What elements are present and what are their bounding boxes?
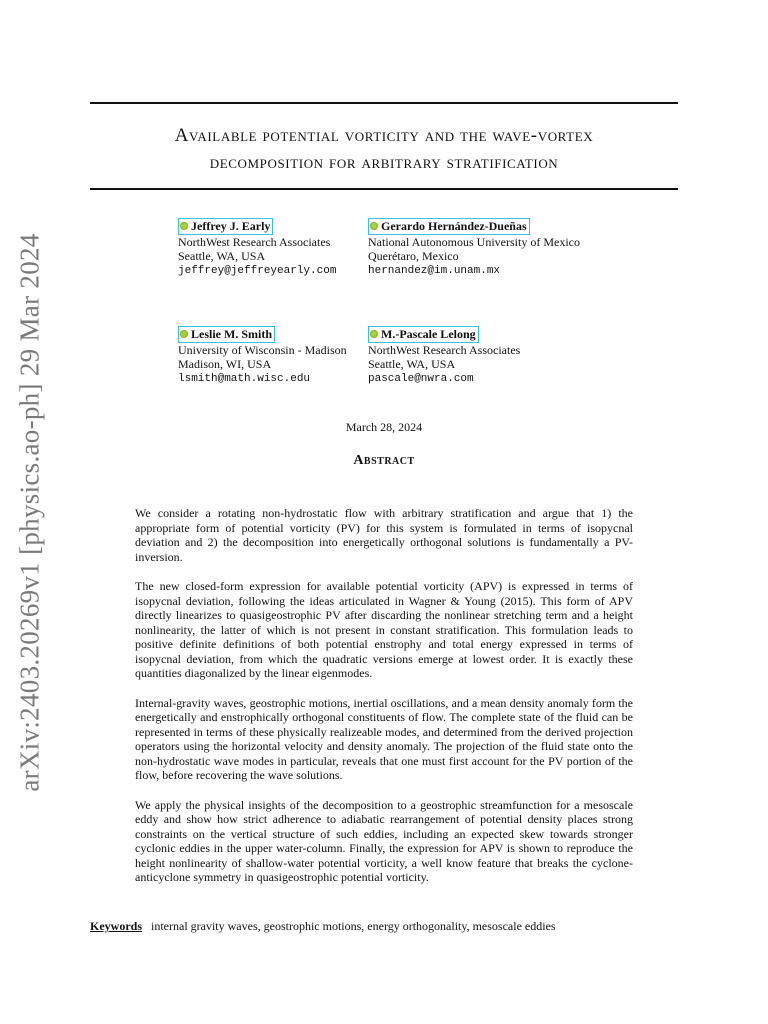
abstract-heading: Abstract [353, 453, 415, 468]
author-name: Gerardo Hernández-Dueñas [381, 219, 527, 233]
arxiv-stamp [10, 233, 50, 792]
abstract-paragraph: We apply the physical insights of the decomposition to a geostrophic streamfunction for a mesoscale eddy and show how strict adherence to adiabatic rearrangement of potential density places strong constraints on the vertical structure of such eddies, including an expected skew towards stronger cyclonic eddies in the upper water-column. Finally, the expression for APV is shown to reproduce the height nonlinearity of shallow-water potential vorticity, a well know feature that breaks the cyclone-anticyclone symmetry in quasigeostrophic potential vorticity. [135, 797, 633, 884]
author-affiliation: National Autonomous University of Mexico [368, 234, 580, 249]
title-line-2: decomposition for arbitrary stratification [209, 152, 559, 173]
author-email[interactable]: lsmith@math.wisc.edu [178, 372, 311, 385]
author-block [178, 218, 336, 278]
orcid-icon[interactable] [370, 222, 378, 230]
keywords-label: Keywords [90, 919, 142, 933]
author-location: Seattle, WA, USA [178, 249, 266, 263]
author-name: M.-Pascale Lelong [381, 327, 476, 341]
author-name-link[interactable] [178, 218, 273, 235]
author-email[interactable]: jeffrey@jeffreyearly.com [178, 264, 337, 277]
author-location: Seattle, WA, USA [368, 357, 456, 371]
author-name-link[interactable] [368, 218, 530, 235]
orcid-icon[interactable] [180, 222, 188, 230]
author-block [368, 326, 520, 386]
orcid-icon[interactable] [370, 330, 378, 338]
title-rule-bottom [90, 188, 678, 190]
abstract-paragraph: Internal-gravity waves, geostrophic motions, inertial oscillations, and a mean density anomaly form the energetically and enstrophically orthogonal constituents of flow. The complete state of the fluid can be represented in terms of these physically realizeable modes, and determined from the derived projection operators using the horizontal velocity and density anomaly. The projection of the fluid state onto the non-hydrostatic wave modes in particular, reveals that one must first account for the PV portion of the flow, before recovering the wave solutions. [135, 695, 633, 782]
title-line-1: Available potential vorticity and the wave-vortex [174, 125, 594, 146]
arxiv-id: arXiv:2403.20269v1 [physics.ao-ph] 29 Mar 2024 [14, 233, 45, 792]
keywords-text: internal gravity waves, geostrophic motions, energy orthogonality, mesoscale eddies [151, 919, 556, 933]
author-location: Querétaro, Mexico [368, 249, 459, 263]
author-name: Jeffrey J. Early [191, 219, 271, 233]
paper-date: March 28, 2024 [345, 420, 423, 434]
author-location: Madison, WI, USA [178, 357, 272, 371]
author-affiliation: NorthWest Research Associates [178, 234, 331, 249]
author-affiliation: NorthWest Research Associates [368, 342, 521, 357]
abstract-paragraph: The new closed-form expression for available potential vorticity (APV) is expressed in terms of isopycnal deviation, following the ideas articulated in Wagner & Young (2015). This form of APV directly linearizes to quasigeostrophic PV after discarding the nonlinear stretching term and a height nonlinearity, the latter of which is not present in constant stratification. This formulation leads to positive definite definitions of both potential enstrophy and total energy expressed in terms of isopycnal deviation, from which the quadratic versions emerge at lowest order. It is exactly these quantities diagonalized by the linear eigenmodes. [135, 579, 633, 680]
title-rule-top [90, 102, 678, 104]
orcid-icon[interactable] [180, 330, 188, 338]
author-block [368, 218, 580, 278]
abstract-paragraph: We consider a rotating non-hydrostatic flow with arbitrary stratification and argue that 1) the appropriate form of potential vorticity (PV) for this system is formulated in terms of isopycnal deviation and 2) the decomposition into energetically orthogonal solutions is fundamentally a PV-inversion. [135, 506, 633, 564]
author-email[interactable]: hernandez@im.unam.mx [368, 264, 501, 277]
keywords [90, 919, 556, 934]
abstract-body [135, 506, 633, 900]
author-name: Leslie M. Smith [191, 327, 272, 341]
author-name-link[interactable] [368, 326, 479, 343]
author-block [178, 326, 347, 386]
author-name-link[interactable] [178, 326, 275, 343]
author-affiliation: University of Wisconsin - Madison [178, 342, 347, 357]
paper-title [90, 122, 678, 176]
author-email[interactable]: pascale@nwra.com [368, 372, 474, 385]
